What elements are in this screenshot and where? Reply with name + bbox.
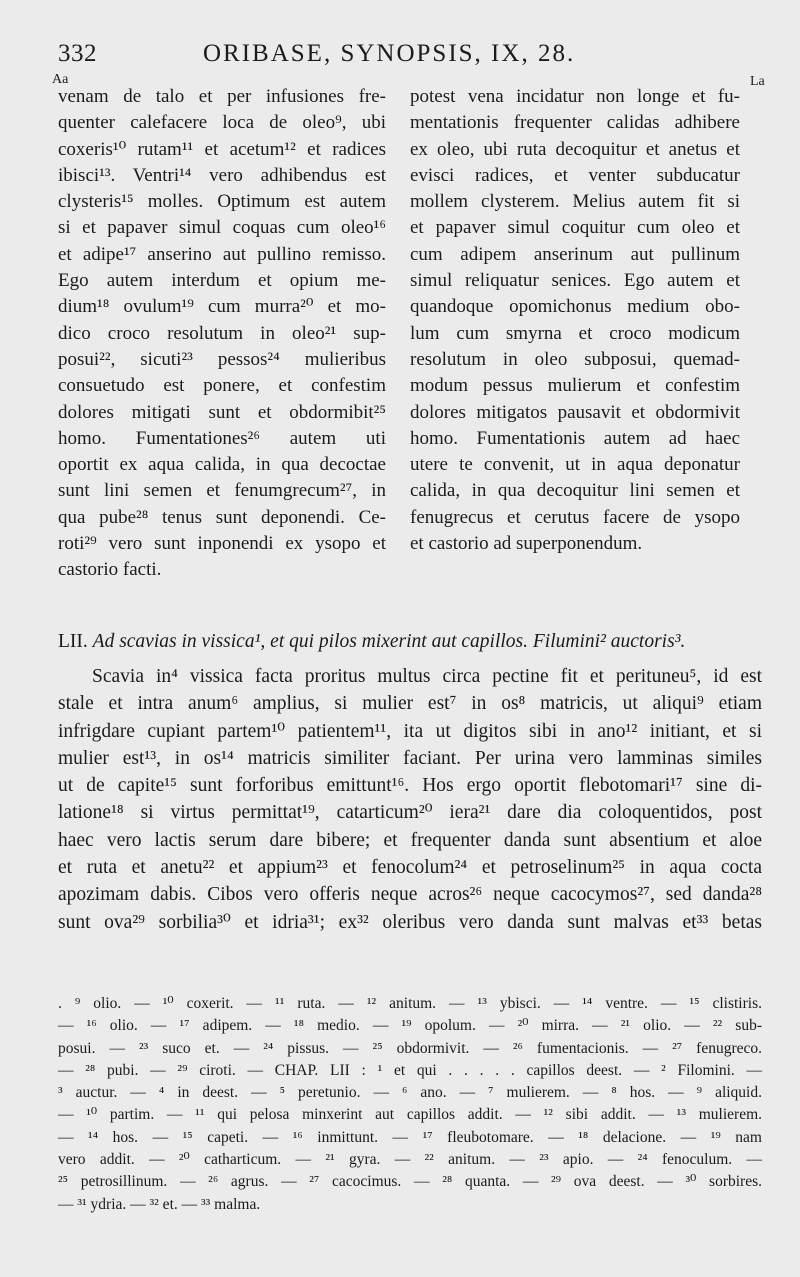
text-line: dolores mitigati sunt et obdormibit²⁵ (58, 401, 386, 423)
text-line: dico croco resolutum in oleo²¹ sup- (58, 322, 386, 344)
text-line: qua pube²⁸ tenus sunt deponendi. Ce- (58, 506, 386, 528)
text-line: haec vero lactis serum dare bibere; et frequenter danda sunt absentium et aloe (58, 829, 762, 851)
text-line: lum cum smyrna et croco modicum (410, 322, 740, 344)
text-line: calida, in qua decoquitur lini semen et (410, 480, 740, 502)
footnote-line: posui. — ²³ suco et. — ²⁴ pissus. — ²⁵ obdormivit. — ²⁶ fumentacionis. — ²⁷ fenugreco. (58, 1039, 762, 1057)
footnote-line: — ³¹ ydria. — ³² et. — ³³ malma. (58, 1195, 261, 1213)
left-column-siglum: Aa (52, 72, 69, 87)
text-line: consuetudo est ponere, et confestim (58, 375, 386, 397)
text-line: ibisci¹³. Ventri¹⁴ vero adhibendus est (58, 164, 386, 186)
text-line: dolores mitigatos pausavit et obdormivit (410, 401, 740, 423)
footnote-line: — ¹⁶ olio. — ¹⁷ adipem. — ¹⁸ medio. — ¹⁹ opolum. — ²⁰ mirra. — ²¹ olio. — ²² sub- (58, 1017, 762, 1035)
footnote-line: — ²⁸ pubi. — ²⁹ ciroti. — CHAP. LII : ¹ et qui . . . . . capillos deest. — ² Filomini. — (58, 1061, 762, 1079)
running-title: ORIBASE, SYNOPSIS, IX, 28. (203, 40, 576, 67)
text-line: potest vena incidatur non longe et fu- (410, 86, 740, 107)
running-header (58, 40, 762, 74)
footnote-line: — ¹⁰ partim. — ¹¹ qui pelosa minxerint aut capillos addit. — ¹² sibi addit. — ¹³ mulierem. (58, 1106, 762, 1124)
right-column-siglum: La (750, 74, 765, 89)
text-line: castorio facti. (58, 559, 162, 581)
text-line: et ruta et anetu²² et appium²³ et fenocolum²⁴ et petroselinum²⁵ in aqua cocta (58, 857, 762, 879)
text-line: et adipe¹⁷ anserino aut pullino remisso. (58, 243, 386, 265)
text-line: ut de capite¹⁵ sunt forforibus emittunt¹⁶. Hos ergo oportit flebotomari¹⁷ sine di- (58, 775, 762, 797)
text-line: mollem clysterem. Melius autem fit si (410, 191, 740, 213)
text-line: modum pessus mulierum et confestim (410, 375, 740, 397)
text-line: Ego autem interdum et opium me- (58, 270, 386, 292)
text-line: coxeris¹⁰ rutam¹¹ et acetum¹² et radices (58, 138, 386, 160)
text-line: infrigdare cupiant partem¹⁰ patientem¹¹, ita ut digitos sibi in ano¹² initiant, et si (58, 720, 762, 742)
text-line: simul reliquatur senices. Ego autem et (410, 270, 740, 292)
text-line: Scavia in⁴ vissica facta proritus multus circa pectine fit et perituneu⁵, id est (92, 666, 762, 687)
footnote-line: vero addit. — ²⁰ catharticum. — ²¹ gyra. — ²² anitum. — ²³ apio. — ²⁴ fenoculum. — (58, 1151, 762, 1169)
text-line: dium¹⁸ ovulum¹⁹ cum murra²⁰ et mo- (58, 296, 386, 318)
text-line: mulier est¹³, in os¹⁴ matricis similiter faciant. Per urina vero lamminas similes (58, 747, 762, 769)
text-line: apozimam dabis. Cibos vero offeris neque acros²⁶ neque cacocymos²⁷, sed danda²⁸ (58, 884, 762, 906)
text-line: sunt lini semen et fenumgrecum²⁷, in (58, 480, 386, 502)
text-line: quandoque opomichonus medium obo- (410, 296, 740, 318)
footnote-line: ²⁵ petrosillinum. — ²⁶ agrus. — ²⁷ cacocimus. — ²⁸ quanta. — ²⁹ ova deest. — ³⁰ sorbires. (58, 1173, 762, 1191)
chapter-number: LII. (58, 631, 88, 652)
chapter-heading (58, 628, 762, 656)
footnote-line: ³ auctur. — ⁴ in deest. — ⁵ peretunio. — ⁶ ano. — ⁷ mulierem. — ⁸ hos. — ⁹ aliquid. (58, 1084, 762, 1102)
chapter-title: Ad scavias in vissica¹, et qui pilos mixerint aut capillos. Filumini² auctoris³. (92, 631, 686, 652)
text-line: roti²⁹ vero sunt inponendi ex ysopo et (58, 533, 386, 555)
text-line: homo. Fumentationis autem ad haec (410, 427, 740, 449)
right-text-column (410, 84, 740, 557)
page-number: 332 (58, 40, 97, 67)
text-line: latione¹⁸ si virtus permittat¹⁹, catarticum²⁰ iera²¹ dare dia coloquentidos, post (58, 802, 762, 824)
text-line: mentationis frequenter calidas adhibere (410, 112, 740, 134)
text-line: stale et intra anum⁶ amplius, si mulier est⁷ in os⁸ matricis, ut aliqui⁹ etiam (58, 693, 762, 715)
text-line: homo. Fumentationes²⁶ autem uti (58, 427, 386, 449)
footnotes (58, 993, 762, 1216)
text-line: fenugrecus et cerutus facere de ysopo (410, 506, 740, 528)
text-line: et papaver simul coquitur cum oleo et (410, 217, 740, 239)
footnote-line: . ⁹ olio. — ¹⁰ coxerit. — ¹¹ ruta. — ¹² anitum. — ¹³ ybisci. — ¹⁴ ventre. — ¹⁵ clistiris. (58, 995, 762, 1012)
text-line: utere te convenit, ut in aqua deponatur (410, 454, 740, 476)
text-line: evisci radices, et venter subducatur (410, 164, 740, 186)
text-line: posui²², sicuti²³ pessos²⁴ mulieribus (58, 348, 386, 370)
text-line: oportit ex aqua calida, in qua decoctae (58, 454, 386, 476)
text-line: sunt ova²⁹ sorbilia³⁰ et idria³¹; ex³² oleribus vero danda sunt malvas et³³ betas (58, 911, 762, 933)
text-line: ex oleo, ubi ruta decoquitur et anetus et (410, 138, 740, 160)
chapter-text (58, 663, 762, 936)
text-line: cum adipem anserinum aut pullinum (410, 243, 740, 265)
footnote-line: — ¹⁴ hos. — ¹⁵ capeti. — ¹⁶ inmittunt. — ¹⁷ fleubotomare. — ¹⁸ delacione. — ¹⁹ nam (58, 1128, 762, 1146)
text-line: et castorio ad superponendum. (410, 533, 643, 555)
left-text-column (58, 84, 386, 584)
text-line: quenter calefacere loca de oleo⁹, ubi (58, 112, 386, 134)
text-line: clysteris¹⁵ molles. Optimum est autem (58, 191, 386, 213)
text-line: resolutum in oleo subposui, quemad- (410, 348, 740, 370)
text-line: si et papaver simul coquas cum oleo¹⁶ (58, 217, 386, 239)
text-line: venam de talo et per infusiones fre- (58, 86, 386, 107)
